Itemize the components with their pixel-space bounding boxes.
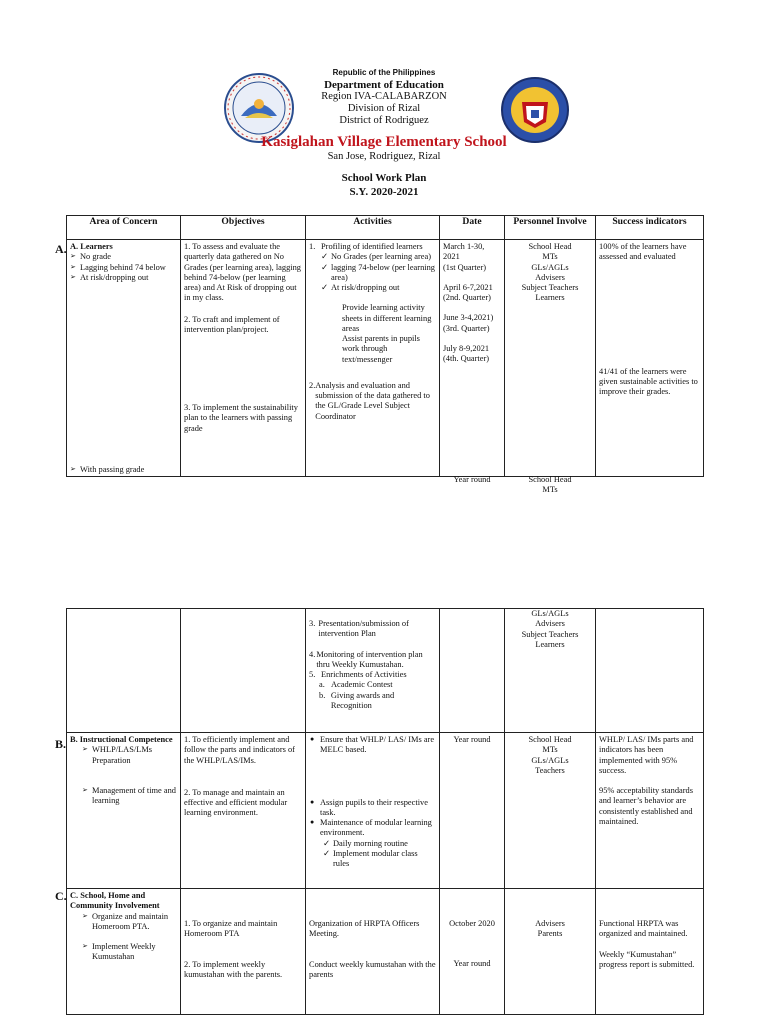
personnel-text: GLs/AGLs	[531, 755, 569, 765]
activities-cell	[306, 889, 440, 1015]
activity-number: 2.	[309, 380, 316, 390]
col-header-objectives: Objectives	[181, 216, 306, 240]
col-header-activities: Activities	[306, 216, 440, 240]
personnel-text: MTs	[542, 745, 558, 755]
list-item: ✓ lagging 74-below (per learning area)	[321, 263, 436, 284]
activity-item	[309, 670, 436, 680]
department-label: Department of Education	[324, 79, 444, 91]
section-letter-c: C.	[55, 889, 67, 903]
activity-extra: Assist parents in pupils work through text/messenger	[342, 334, 420, 364]
list-item: ➢ WHLP/LAS/LMs Preparation	[82, 745, 177, 766]
activity-subitem	[309, 680, 436, 690]
objective-text: 1. To organize and maintain Homeroom PTA	[184, 919, 278, 939]
district-label: District of Rodriguez	[339, 115, 429, 126]
personnel-text: Parents	[537, 929, 563, 939]
date-text: June 3-4,2021)	[443, 313, 494, 323]
area-cell	[67, 240, 181, 477]
objective-text: 3. To implement the sustainability plan to the learners with passing grade	[184, 403, 298, 433]
success-text: 100% of the learners have assessed and evaluated	[599, 242, 687, 262]
date-cell	[440, 609, 505, 733]
activity-text: Monitoring of intervention plan thru Weekly Kumustahan.	[316, 649, 423, 669]
personnel-text: School Head	[528, 735, 572, 744]
area-cell	[67, 889, 181, 1015]
success-text: 41/41 of the learners were given sustainable activities to improve their grades.	[599, 366, 698, 396]
personnel-group	[505, 475, 595, 496]
table-row	[67, 240, 704, 477]
activity-text: Enrichments of Activities	[321, 670, 407, 679]
col-header-success: Success indicators	[596, 216, 704, 240]
success-cell	[596, 240, 704, 477]
date-text: (2nd. Quarter)	[443, 293, 491, 302]
personnel-text: Subject Teachers	[521, 283, 579, 292]
activity-text: Organization of HRPTA Officers Meeting.	[309, 919, 420, 939]
activity-item	[309, 619, 436, 640]
activity-number: b.	[319, 690, 326, 700]
objective-text: 2. To implement weekly kumustahan with the parents.	[184, 959, 283, 979]
objective-text: 2. To craft and implement of intervention plan/project.	[184, 314, 280, 334]
area-items	[70, 912, 177, 963]
area-title: A. Learners	[70, 242, 113, 251]
personnel-text: GLs/AGLs	[531, 262, 569, 272]
col-header-personnel: Personnel Involve	[505, 216, 596, 240]
success-text: Functional HRPTA was organized and maintained.	[599, 919, 688, 939]
area-title: C. School, Home and Community Involvement	[70, 891, 160, 911]
list-item: ➢ Organize and maintain Homeroom PTA.	[82, 912, 177, 933]
date-text: July 8-9,2021	[443, 343, 490, 353]
division-label: Division of Rizal	[347, 103, 421, 114]
personnel-text: MTs	[542, 485, 558, 495]
activity-text: Academic Contest	[331, 680, 393, 690]
date-text: October 2020	[449, 919, 495, 928]
activity-checklist	[309, 252, 436, 293]
activity-item	[309, 381, 436, 422]
work-plan-table-page1	[66, 215, 704, 495]
date-cell	[440, 733, 505, 889]
success-cell	[596, 889, 704, 1015]
col-header-date: Date	[440, 216, 505, 240]
personnel-cell	[505, 609, 596, 733]
list-item: ✓ At risk/dropping out	[321, 283, 436, 293]
objectives-cell	[181, 240, 306, 477]
school-address: San Jose, Rodriguez, Rizal	[327, 151, 441, 162]
activities-cell	[306, 609, 440, 733]
list-item: ● Maintenance of modular learning environment.	[309, 818, 436, 839]
activity-item	[309, 650, 436, 671]
list-item: ➢ With passing grade	[70, 465, 144, 475]
objective-text: 2. To manage and maintain an effective and efficient modular learning environment.	[184, 787, 288, 818]
date-text: Year round	[453, 475, 491, 484]
objectives-cell	[181, 889, 306, 1015]
success-cell	[596, 609, 704, 733]
list-item: ● Ensure that WHLP/ LAS/ IMs are MELC based.	[309, 735, 436, 756]
republic-label: Republic of the Philippines	[332, 68, 436, 77]
list-item: ➢ No grade	[70, 252, 177, 262]
date-text: March 1-30, 2021	[443, 242, 485, 262]
objectives-cell	[181, 609, 306, 733]
list-item: ✓ Implement modular class rules	[323, 849, 436, 870]
work-plan-table-page2	[66, 608, 704, 1015]
personnel-cell	[505, 733, 596, 889]
activity-text: Profiling of identified learners	[321, 242, 423, 251]
personnel-text: Subject Teachers	[521, 629, 579, 639]
activity-text: Conduct weekly kumustahan with the parents	[309, 959, 436, 979]
activity-subitem	[309, 691, 436, 712]
success-text: Weekly “Kumustahan” progress report is submitted.	[599, 949, 695, 969]
personnel-text: Learners	[535, 293, 565, 303]
date-text: Year round	[453, 959, 491, 969]
table-row	[67, 889, 704, 1015]
date-text: (4th. Quarter)	[443, 354, 490, 363]
area-items	[70, 252, 177, 283]
activities-cell	[306, 733, 440, 889]
list-item: ➢ At risk/dropping out	[70, 273, 177, 283]
activity-number: a.	[319, 680, 325, 690]
personnel-text: Teachers	[535, 765, 565, 775]
personnel-text: School Head	[528, 475, 572, 484]
objective-text: 1. To assess and evaluate the quarterly data gathered on No Grades (per learning area), lagging behind 74-below (per learning area) and At Risk of dropping out in my class.	[184, 242, 301, 303]
table-header-row	[67, 216, 704, 240]
area-cell	[67, 733, 181, 889]
area-cell	[67, 609, 181, 733]
activity-number: 1.	[309, 242, 316, 251]
list-item: ✓ No Grades (per learning area)	[321, 252, 436, 262]
personnel-text: MTs	[542, 252, 558, 262]
date-text: (3rd. Quarter)	[443, 323, 490, 333]
table-row	[67, 609, 704, 733]
activity-checklist	[309, 839, 436, 870]
personnel-cell	[505, 889, 596, 1015]
activity-item	[309, 242, 436, 252]
activity-number: 5.	[309, 670, 316, 679]
success-cell	[596, 733, 704, 889]
personnel-text: Advisers	[535, 272, 565, 282]
date-text: April 6-7,2021	[443, 282, 493, 292]
plan-title: School Work Plan	[341, 172, 427, 184]
activity-extra: Provide learning activity sheets in different learning areas	[342, 303, 432, 333]
date-cell	[440, 889, 505, 1015]
activity-number: 3.	[309, 619, 316, 628]
list-item: ➢ Implement Weekly Kumustahan	[82, 942, 177, 963]
activities-cell	[306, 240, 440, 477]
activity-text: Analysis and evaluation and submission of the data gathered to the GL/Grade Level Subject Coordinator	[315, 380, 430, 421]
list-item: ➢ Management of time and learning	[82, 786, 177, 807]
list-item: ➢ Lagging behind 74 below	[70, 263, 177, 273]
area-items	[70, 745, 177, 806]
school-name: Kasiglahan Village Elementary School	[261, 134, 507, 150]
table-row	[67, 733, 704, 889]
date-text: (1st Quarter)	[443, 262, 487, 272]
personnel-cell	[505, 240, 596, 495]
success-text: WHLP/ LAS/ IMs parts and indicators has been implemented with 95% success.	[599, 735, 694, 775]
personnel-text: Advisers	[535, 919, 565, 928]
list-item: ● Assign pupils to their respective task.	[309, 798, 436, 819]
area-title: B. Instructional Competence	[70, 735, 173, 744]
school-year: S.Y. 2020-2021	[349, 186, 419, 198]
activity-text: Presentation/submission of intervention Plan	[318, 619, 409, 639]
date-cell	[440, 240, 505, 484]
area-items-passing	[70, 465, 144, 475]
activity-text: Giving awards and Recognition	[330, 690, 395, 710]
date-text: Year round	[453, 735, 491, 744]
section-letter-b: B.	[55, 737, 67, 751]
personnel-text: Advisers	[535, 619, 565, 629]
personnel-text: Learners	[535, 639, 565, 649]
objectives-cell	[181, 733, 306, 889]
activity-bullets	[309, 735, 436, 839]
col-header-area: Area of Concern	[67, 216, 181, 240]
list-item: ✓ Daily morning routine	[323, 839, 436, 849]
section-letter-a: A.	[55, 242, 67, 256]
personnel-text: School Head	[528, 242, 572, 251]
activity-number: 4.	[309, 649, 316, 659]
region-label: Region IVA-CALABARZON	[321, 91, 447, 102]
personnel-text: GLs/AGLs	[531, 609, 569, 618]
objective-text: 1. To efficiently implement and follow the parts and indicators of the WHLP/LAS/IMs.	[184, 735, 295, 765]
success-text: 95% acceptability standards and learner’s behavior are consistently established and maintained.	[599, 786, 693, 826]
